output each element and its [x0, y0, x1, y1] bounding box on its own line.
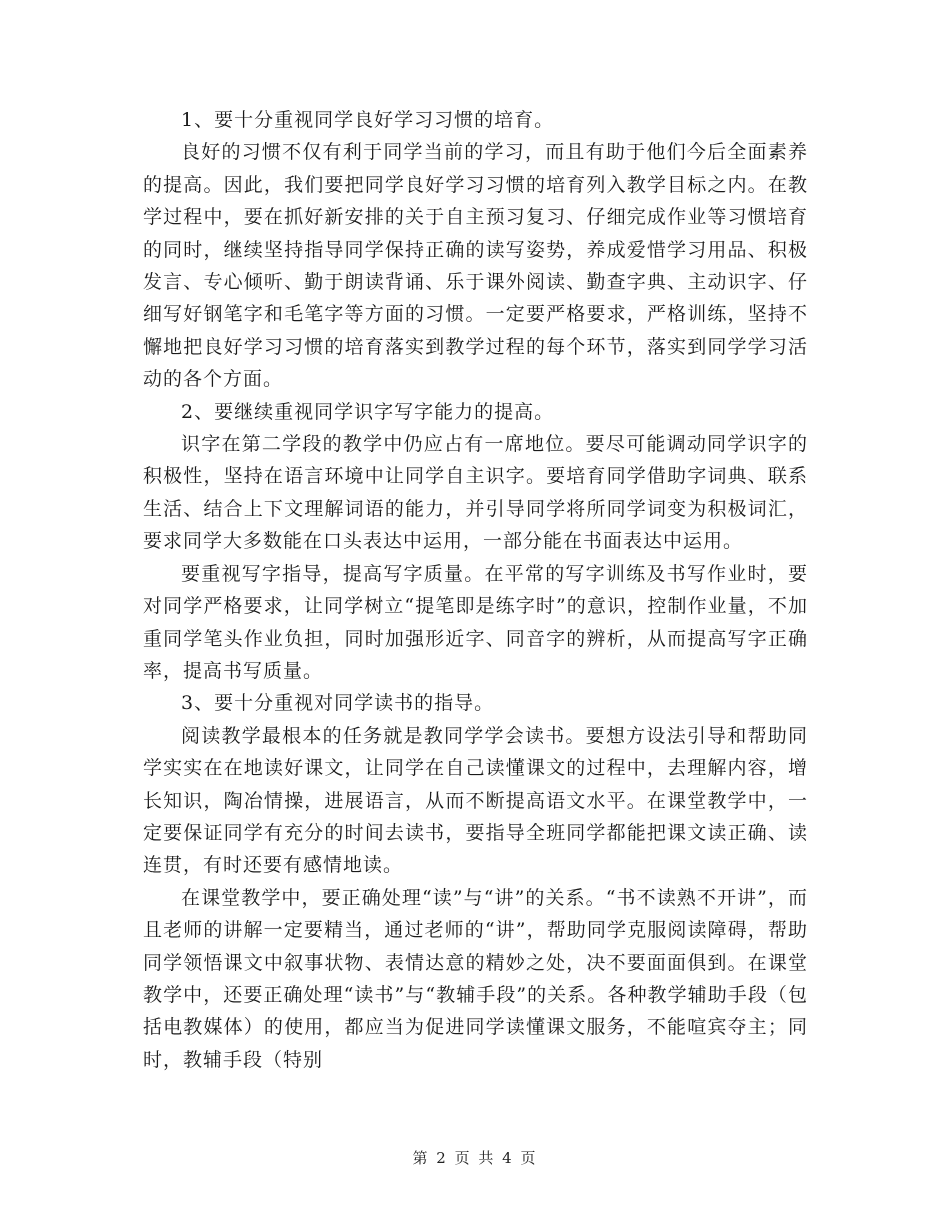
paragraph-classroom: 在课堂教学中，要正确处理“读”与“讲”的关系。“书不读熟不开讲”，而且老师的讲解一定要精当，通过老师的“讲”，帮助同学克服阅读障碍，帮助同学领悟课文中叙事状物、表情达意的精妙之处，决不要面面俱到。在课堂教学中，还要正确处理“读书”与“教辅手段”的关系。各种教学辅助手段（包括电教媒体）的使用，都应当为促进同学读懂课文服务，不能喧宾夺主；同时，教辅手段（特别 — [143, 886, 808, 1071]
section-heading-3: 3、要十分重视对同学读书的指导。 — [181, 692, 495, 715]
page-footer: 第 2 页 共 4 页 — [412, 1149, 538, 1167]
paragraph-writing: 要重视写字指导，提高写字质量。在平常的写字训练及书写作业时，要对同学严格要求，让同学树立“提笔即是练字时”的意识，控制作业量，不加重同学笔头作业负担，同时加强形近字、同音字的辨析，从而提高写字正确率，提高书写质量。 — [143, 562, 808, 682]
section-heading-2: 2、要继续重视同学识字写字能力的提高。 — [181, 400, 555, 423]
document-body — [143, 104, 808, 1076]
paragraph-habits: 良好的习惯不仅有利于同学当前的学习，而且有助于他们今后全面素养的提高。因此，我们要把同学良好学习习惯的培育列入教学目标之内。在教学过程中，要在抓好新安排的关于自主预习复习、仔细完成作业等习惯培育的同时，继续坚持指导同学保持正确的读写姿势，养成爱惜学习用品、积极发言、专心倾听、勤于朗读背诵、乐于课外阅读、勤查字典、主动识字、仔细写好钢笔字和毛笔字等方面的习惯。一定要严格要求，严格训练，坚持不懈地把良好学习习惯的培育落实到教学过程的每个环节，落实到同学学习活动的各个方面。 — [143, 141, 808, 391]
paragraph-reading: 阅读教学最根本的任务就是教同学学会读书。要想方设法引导和帮助同学实实在在地读好课文，让同学在自己读懂课文的过程中，去理解内容，增长知识，陶冶情操，进展语言，从而不断提高语文水平。在课堂教学中，一定要保证同学有充分的时间去读书，要指导全班同学都能把课文读正确、读连贯，有时还要有感情地读。 — [143, 724, 808, 877]
section-heading-1: 1、要十分重视同学良好学习习惯的培育。 — [181, 109, 555, 131]
paragraph-literacy: 识字在第二学段的教学中仍应占有一席地位。要尽可能调动同学识字的积极性，坚持在语言环境中让同学自主识字。要培育同学借助字词典、联系生活、结合上下文理解词语的能力，并引导同学将所同学词变为积极词汇，要求同学大多数能在口头表达中运用，一部分能在书面表达中运用。 — [143, 433, 808, 553]
